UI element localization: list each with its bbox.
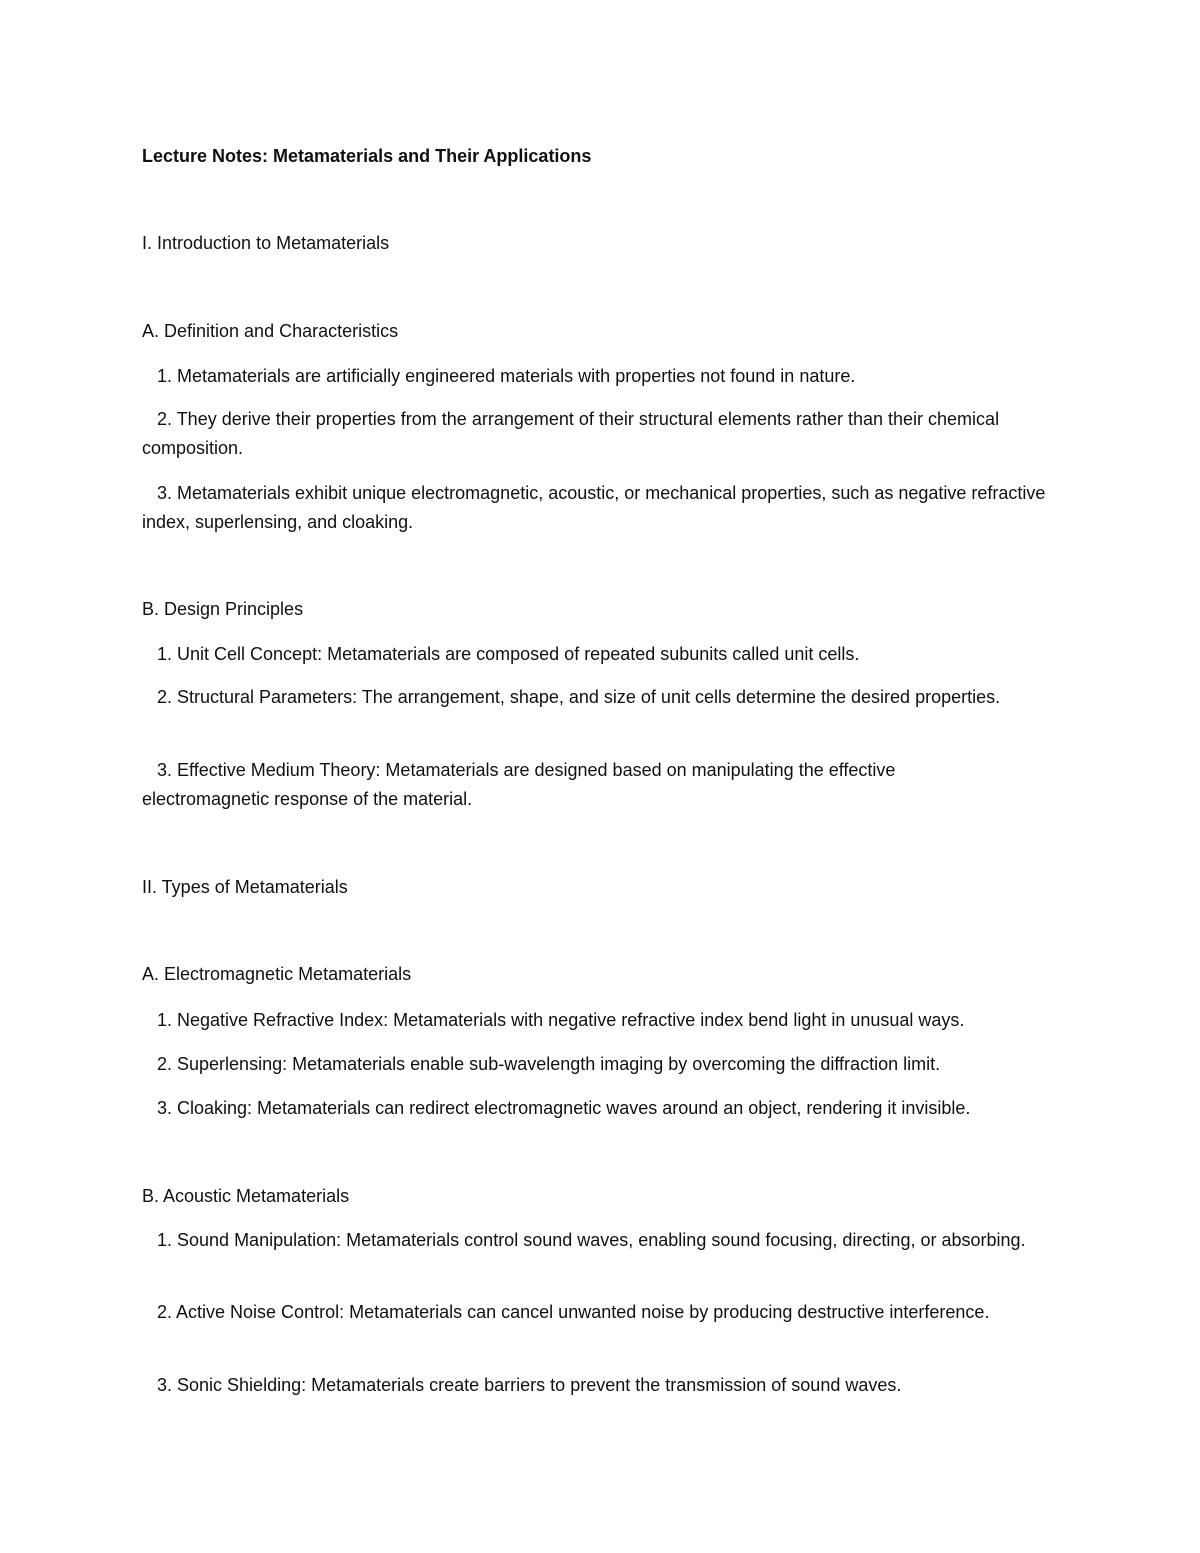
- list-item: 3. Sonic Shielding: Metamaterials create barriers to prevent the transmission of sound waves.: [157, 1375, 902, 1395]
- list-item: 1. Sound Manipulation: Metamaterials control sound waves, enabling sound focusing, directing, or absorbing.: [157, 1230, 1026, 1250]
- section-heading: II. Types of Metamaterials: [142, 877, 348, 897]
- list-item: 3. Metamaterials exhibit unique electromagnetic, acoustic, or mechanical properties, such as negative refractive index, superlensing, and cloaking.: [142, 483, 1046, 532]
- document-title: Lecture Notes: Metamaterials and Their Applications: [142, 146, 592, 166]
- list-item: 2. Structural Parameters: The arrangement, shape, and size of unit cells determine the desired properties.: [157, 687, 1001, 707]
- list-item: 3. Effective Medium Theory: Metamaterials are designed based on manipulating the effective electromagnetic response of the material.: [142, 760, 896, 809]
- list-item: 2. Active Noise Control: Metamaterials can cancel unwanted noise by producing destructive interference.: [157, 1302, 990, 1322]
- section-heading: I. Introduction to Metamaterials: [142, 233, 390, 253]
- subsection-heading: A. Definition and Characteristics: [142, 321, 399, 341]
- list-item: 1. Metamaterials are artificially engineered materials with properties not found in nature.: [157, 366, 856, 386]
- subsection-heading: B. Design Principles: [142, 599, 304, 619]
- list-item: 2. Superlensing: Metamaterials enable sub-wavelength imaging by overcoming the diffraction limit.: [157, 1054, 941, 1074]
- list-item: 1. Unit Cell Concept: Metamaterials are composed of repeated subunits called unit cells.: [157, 644, 860, 664]
- list-item: 3. Cloaking: Metamaterials can redirect electromagnetic waves around an object, rendering it invisible.: [157, 1098, 971, 1118]
- subsection-heading: A. Electromagnetic Metamaterials: [142, 964, 412, 984]
- subsection-heading: B. Acoustic Metamaterials: [142, 1186, 350, 1206]
- list-item: 1. Negative Refractive Index: Metamaterials with negative refractive index bend light in unusual ways.: [157, 1010, 965, 1030]
- list-item: 2. They derive their properties from the arrangement of their structural elements rather than their chemical composition.: [142, 409, 1000, 458]
